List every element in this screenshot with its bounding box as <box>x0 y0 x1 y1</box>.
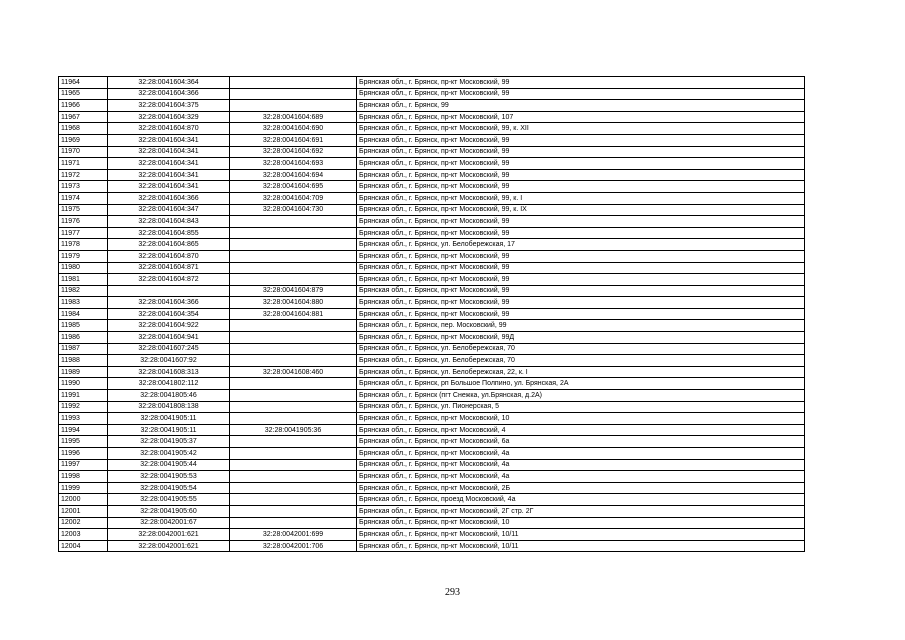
parent-cadastral-number-cell <box>230 227 357 239</box>
cadastral-number-cell: 32:28:0041604:855 <box>108 227 230 239</box>
row-number-cell: 11985 <box>59 320 108 332</box>
row-number-cell: 12002 <box>59 517 108 529</box>
address-cell: Брянская обл., г. Брянск, пр-кт Московский, 99 <box>357 297 805 309</box>
table-row <box>59 204 805 216</box>
address-cell: Брянская обл., г. Брянск, ул. Пионерская, 5 <box>357 401 805 413</box>
row-number-cell: 11976 <box>59 216 108 228</box>
row-number-cell: 11987 <box>59 343 108 355</box>
row-number-cell: 11995 <box>59 436 108 448</box>
table-row <box>59 250 805 262</box>
cadastral-number-cell: 32:28:0041905:53 <box>108 471 230 483</box>
address-cell: Брянская обл., г. Брянск, пр-кт Московский, 99 <box>357 181 805 193</box>
cadastral-number-cell: 32:28:0041604:941 <box>108 332 230 344</box>
table-row <box>59 482 805 494</box>
cadastral-number-cell: 32:28:0041604:375 <box>108 100 230 112</box>
address-cell: Брянская обл., г. Брянск, пр-кт Московский, 10 <box>357 517 805 529</box>
parent-cadastral-number-cell <box>230 401 357 413</box>
row-number-cell: 11982 <box>59 285 108 297</box>
address-cell: Брянская обл., г. Брянск, пр-кт Московский, 2Б <box>357 482 805 494</box>
address-cell: Брянская обл., г. Брянск, пр-кт Московский, 4а <box>357 459 805 471</box>
cadastral-number-cell: 32:28:0041604:872 <box>108 274 230 286</box>
table-row <box>59 378 805 390</box>
table-row <box>59 227 805 239</box>
cadastral-number-cell: 32:28:0041604:843 <box>108 216 230 228</box>
address-cell: Брянская обл., г. Брянск, ул. Белобережская, 17 <box>357 239 805 251</box>
cadastral-number-cell: 32:28:0041604:865 <box>108 239 230 251</box>
table-row <box>59 77 805 89</box>
parent-cadastral-number-cell <box>230 239 357 251</box>
table-row <box>59 146 805 158</box>
row-number-cell: 11983 <box>59 297 108 309</box>
cadastral-number-cell: 32:28:0041802:112 <box>108 378 230 390</box>
address-cell: Брянская обл., г. Брянск, пр-кт Московский, 4 <box>357 424 805 436</box>
parent-cadastral-number-cell <box>230 494 357 506</box>
table-row <box>59 88 805 100</box>
table-row <box>59 494 805 506</box>
table-row <box>59 100 805 112</box>
address-cell: Брянская обл., г. Брянск, пр-кт Московский, 2Г стр. 2Г <box>357 505 805 517</box>
table-row <box>59 343 805 355</box>
row-number-cell: 11968 <box>59 123 108 135</box>
parent-cadastral-number-cell <box>230 250 357 262</box>
cadastral-number-cell: 32:28:0041607:92 <box>108 355 230 367</box>
row-number-cell: 11978 <box>59 239 108 251</box>
cadastral-number-cell: 32:28:0041808:138 <box>108 401 230 413</box>
cadastral-number-cell: 32:28:0042001:67 <box>108 517 230 529</box>
cadastral-number-cell: 32:28:0041608:313 <box>108 366 230 378</box>
address-cell: Брянская обл., г. Брянск, 99 <box>357 100 805 112</box>
table-row <box>59 390 805 402</box>
table-row <box>59 436 805 448</box>
table-row <box>59 424 805 436</box>
cadastral-number-cell: 32:28:0041604:364 <box>108 77 230 89</box>
row-number-cell: 12004 <box>59 540 108 552</box>
row-number-cell: 11972 <box>59 169 108 181</box>
cadastral-number-cell: 32:28:0041604:366 <box>108 297 230 309</box>
parent-cadastral-number-cell: 32:28:0041604:881 <box>230 308 357 320</box>
row-number-cell: 11986 <box>59 332 108 344</box>
row-number-cell: 11991 <box>59 390 108 402</box>
cadastral-table <box>58 76 805 552</box>
table-row <box>59 285 805 297</box>
address-cell: Брянская обл., г. Брянск, пр-кт Московский, 6а <box>357 436 805 448</box>
parent-cadastral-number-cell: 32:28:0042001:699 <box>230 529 357 541</box>
parent-cadastral-number-cell <box>230 320 357 332</box>
row-number-cell: 11984 <box>59 308 108 320</box>
cadastral-number-cell: 32:28:0041604:366 <box>108 192 230 204</box>
row-number-cell: 12003 <box>59 529 108 541</box>
row-number-cell: 11992 <box>59 401 108 413</box>
cadastral-number-cell: 32:28:0041604:871 <box>108 262 230 274</box>
address-cell: Брянская обл., г. Брянск, пр-кт Московский, 99 <box>357 216 805 228</box>
cadastral-number-cell: 32:28:0041604:341 <box>108 181 230 193</box>
address-cell: Брянская обл., г. Брянск, пр-кт Московский, 99 <box>357 146 805 158</box>
table-row <box>59 297 805 309</box>
row-number-cell: 11999 <box>59 482 108 494</box>
parent-cadastral-number-cell: 32:28:0041604:879 <box>230 285 357 297</box>
row-number-cell: 11966 <box>59 100 108 112</box>
address-cell: Брянская обл., г. Брянск, ул. Белобережская, 70 <box>357 343 805 355</box>
table-row <box>59 134 805 146</box>
row-number-cell: 11996 <box>59 448 108 460</box>
cadastral-number-cell: 32:28:0041604:341 <box>108 169 230 181</box>
parent-cadastral-number-cell: 32:28:0041604:695 <box>230 181 357 193</box>
table-row <box>59 366 805 378</box>
cadastral-number-cell: 32:28:0041905:60 <box>108 505 230 517</box>
parent-cadastral-number-cell: 32:28:0041604:692 <box>230 146 357 158</box>
table-row <box>59 471 805 483</box>
parent-cadastral-number-cell: 32:28:0041905:36 <box>230 424 357 436</box>
cadastral-number-cell: 32:28:0042001:621 <box>108 529 230 541</box>
row-number-cell: 11994 <box>59 424 108 436</box>
address-cell: Брянская обл., г. Брянск, ул. Белобережская, 70 <box>357 355 805 367</box>
parent-cadastral-number-cell <box>230 77 357 89</box>
address-cell: Брянская обл., г. Брянск, пр-кт Московский, 99 <box>357 158 805 170</box>
cadastral-number-cell: 32:28:0041604:366 <box>108 88 230 100</box>
row-number-cell: 11997 <box>59 459 108 471</box>
parent-cadastral-number-cell: 32:28:0041604:690 <box>230 123 357 135</box>
table-row <box>59 216 805 228</box>
address-cell: Брянская обл., г. Брянск, пр-кт Московский, 99 <box>357 250 805 262</box>
parent-cadastral-number-cell <box>230 274 357 286</box>
row-number-cell: 11977 <box>59 227 108 239</box>
table-row <box>59 401 805 413</box>
row-number-cell: 11973 <box>59 181 108 193</box>
row-number-cell: 11981 <box>59 274 108 286</box>
parent-cadastral-number-cell: 32:28:0041604:709 <box>230 192 357 204</box>
parent-cadastral-number-cell: 32:28:0041604:693 <box>230 158 357 170</box>
address-cell: Брянская обл., г. Брянск, пр-кт Московский, 4а <box>357 471 805 483</box>
row-number-cell: 11974 <box>59 192 108 204</box>
address-cell: Брянская обл., г. Брянск, пр-кт Московский, 10/11 <box>357 540 805 552</box>
address-cell: Брянская обл., г. Брянск, рп Большое Полпино, ул. Брянская, 2А <box>357 378 805 390</box>
parent-cadastral-number-cell: 32:28:0041608:460 <box>230 366 357 378</box>
table-row <box>59 529 805 541</box>
cadastral-number-cell: 32:28:0041607:245 <box>108 343 230 355</box>
cadastral-number-cell: 32:28:0041905:54 <box>108 482 230 494</box>
table-row <box>59 332 805 344</box>
parent-cadastral-number-cell <box>230 413 357 425</box>
row-number-cell: 11970 <box>59 146 108 158</box>
table-row <box>59 111 805 123</box>
row-number-cell: 11979 <box>59 250 108 262</box>
cadastral-number-cell: 32:28:0041905:11 <box>108 424 230 436</box>
address-cell: Брянская обл., г. Брянск, пр-кт Московский, 107 <box>357 111 805 123</box>
parent-cadastral-number-cell <box>230 355 357 367</box>
cadastral-number-cell: 32:28:0041604:341 <box>108 134 230 146</box>
row-number-cell: 11989 <box>59 366 108 378</box>
cadastral-number-cell: 32:28:0041905:44 <box>108 459 230 471</box>
address-cell: Брянская обл., г. Брянск, пр-кт Московский, 99, к. XII <box>357 123 805 135</box>
parent-cadastral-number-cell: 32:28:0042001:706 <box>230 540 357 552</box>
address-cell: Брянская обл., г. Брянск, проезд Московский, 4а <box>357 494 805 506</box>
table-body <box>59 77 805 552</box>
row-number-cell: 11967 <box>59 111 108 123</box>
row-number-cell: 11998 <box>59 471 108 483</box>
address-cell: Брянская обл., г. Брянск, пр-кт Московский, 99 <box>357 134 805 146</box>
address-cell: Брянская обл., г. Брянск, пр-кт Московский, 10/11 <box>357 529 805 541</box>
table-row <box>59 308 805 320</box>
table-row <box>59 192 805 204</box>
table-row <box>59 505 805 517</box>
row-number-cell: 11990 <box>59 378 108 390</box>
cadastral-number-cell: 32:28:0041604:870 <box>108 250 230 262</box>
parent-cadastral-number-cell <box>230 378 357 390</box>
cadastral-number-cell: 32:28:0041604:341 <box>108 158 230 170</box>
parent-cadastral-number-cell <box>230 390 357 402</box>
parent-cadastral-number-cell <box>230 436 357 448</box>
cadastral-number-cell <box>108 285 230 297</box>
parent-cadastral-number-cell: 32:28:0041604:689 <box>230 111 357 123</box>
cadastral-number-cell: 32:28:0041604:329 <box>108 111 230 123</box>
address-cell: Брянская обл., г. Брянск, пр-кт Московский, 4а <box>357 448 805 460</box>
table-row <box>59 274 805 286</box>
table-row <box>59 413 805 425</box>
table-row <box>59 517 805 529</box>
cadastral-number-cell: 32:28:0041905:37 <box>108 436 230 448</box>
address-cell: Брянская обл., г. Брянск, пр-кт Московский, 99 <box>357 88 805 100</box>
parent-cadastral-number-cell: 32:28:0041604:880 <box>230 297 357 309</box>
parent-cadastral-number-cell <box>230 448 357 460</box>
address-cell: Брянская обл., г. Брянск, пр-кт Московский, 99 <box>357 308 805 320</box>
address-cell: Брянская обл., г. Брянск, ул. Белобережская, 22, к. I <box>357 366 805 378</box>
address-cell: Брянская обл., г. Брянск, пр-кт Московский, 99, к. I <box>357 192 805 204</box>
address-cell: Брянская обл., г. Брянск, пр-кт Московский, 99 <box>357 274 805 286</box>
table-row <box>59 262 805 274</box>
cadastral-number-cell: 32:28:0041905:55 <box>108 494 230 506</box>
table-row <box>59 320 805 332</box>
address-cell: Брянская обл., г. Брянск, пер. Московский, 99 <box>357 320 805 332</box>
address-cell: Брянская обл., г. Брянск, пр-кт Московский, 99 <box>357 285 805 297</box>
row-number-cell: 11975 <box>59 204 108 216</box>
cadastral-number-cell: 32:28:0041905:42 <box>108 448 230 460</box>
row-number-cell: 11971 <box>59 158 108 170</box>
parent-cadastral-number-cell <box>230 471 357 483</box>
table-row <box>59 448 805 460</box>
parent-cadastral-number-cell <box>230 262 357 274</box>
address-cell: Брянская обл., г. Брянск (пгт Снежка, ул.Брянская, д.2А) <box>357 390 805 402</box>
cadastral-number-cell: 32:28:0041604:347 <box>108 204 230 216</box>
table-row <box>59 355 805 367</box>
row-number-cell: 11980 <box>59 262 108 274</box>
address-cell: Брянская обл., г. Брянск, пр-кт Московский, 99 <box>357 169 805 181</box>
parent-cadastral-number-cell <box>230 343 357 355</box>
row-number-cell: 11964 <box>59 77 108 89</box>
parent-cadastral-number-cell <box>230 216 357 228</box>
row-number-cell: 12001 <box>59 505 108 517</box>
address-cell: Брянская обл., г. Брянск, пр-кт Московский, 99, к. IX <box>357 204 805 216</box>
table-row <box>59 540 805 552</box>
row-number-cell: 11965 <box>59 88 108 100</box>
parent-cadastral-number-cell <box>230 517 357 529</box>
table-row <box>59 181 805 193</box>
table-row <box>59 158 805 170</box>
parent-cadastral-number-cell <box>230 332 357 344</box>
row-number-cell: 11969 <box>59 134 108 146</box>
parent-cadastral-number-cell: 32:28:0041604:694 <box>230 169 357 181</box>
parent-cadastral-number-cell <box>230 100 357 112</box>
address-cell: Брянская обл., г. Брянск, пр-кт Московский, 10 <box>357 413 805 425</box>
address-cell: Брянская обл., г. Брянск, пр-кт Московский, 99 <box>357 77 805 89</box>
cadastral-number-cell: 32:28:0042001:621 <box>108 540 230 552</box>
address-cell: Брянская обл., г. Брянск, пр-кт Московский, 99Д <box>357 332 805 344</box>
parent-cadastral-number-cell: 32:28:0041604:691 <box>230 134 357 146</box>
parent-cadastral-number-cell <box>230 482 357 494</box>
table-row <box>59 239 805 251</box>
cadastral-number-cell: 32:28:0041604:354 <box>108 308 230 320</box>
address-cell: Брянская обл., г. Брянск, пр-кт Московский, 99 <box>357 262 805 274</box>
address-cell: Брянская обл., г. Брянск, пр-кт Московский, 99 <box>357 227 805 239</box>
parent-cadastral-number-cell <box>230 88 357 100</box>
table-row <box>59 169 805 181</box>
parent-cadastral-number-cell <box>230 505 357 517</box>
table-row <box>59 123 805 135</box>
table-row <box>59 459 805 471</box>
cadastral-number-cell: 32:28:0041604:922 <box>108 320 230 332</box>
cadastral-number-cell: 32:28:0041604:341 <box>108 146 230 158</box>
parent-cadastral-number-cell <box>230 459 357 471</box>
cadastral-number-cell: 32:28:0041905:11 <box>108 413 230 425</box>
row-number-cell: 11988 <box>59 355 108 367</box>
cadastral-number-cell: 32:28:0041604:870 <box>108 123 230 135</box>
row-number-cell: 11993 <box>59 413 108 425</box>
parent-cadastral-number-cell: 32:28:0041604:730 <box>230 204 357 216</box>
page-number: 293 <box>445 587 460 598</box>
cadastral-number-cell: 32:28:0041805:46 <box>108 390 230 402</box>
row-number-cell: 12000 <box>59 494 108 506</box>
